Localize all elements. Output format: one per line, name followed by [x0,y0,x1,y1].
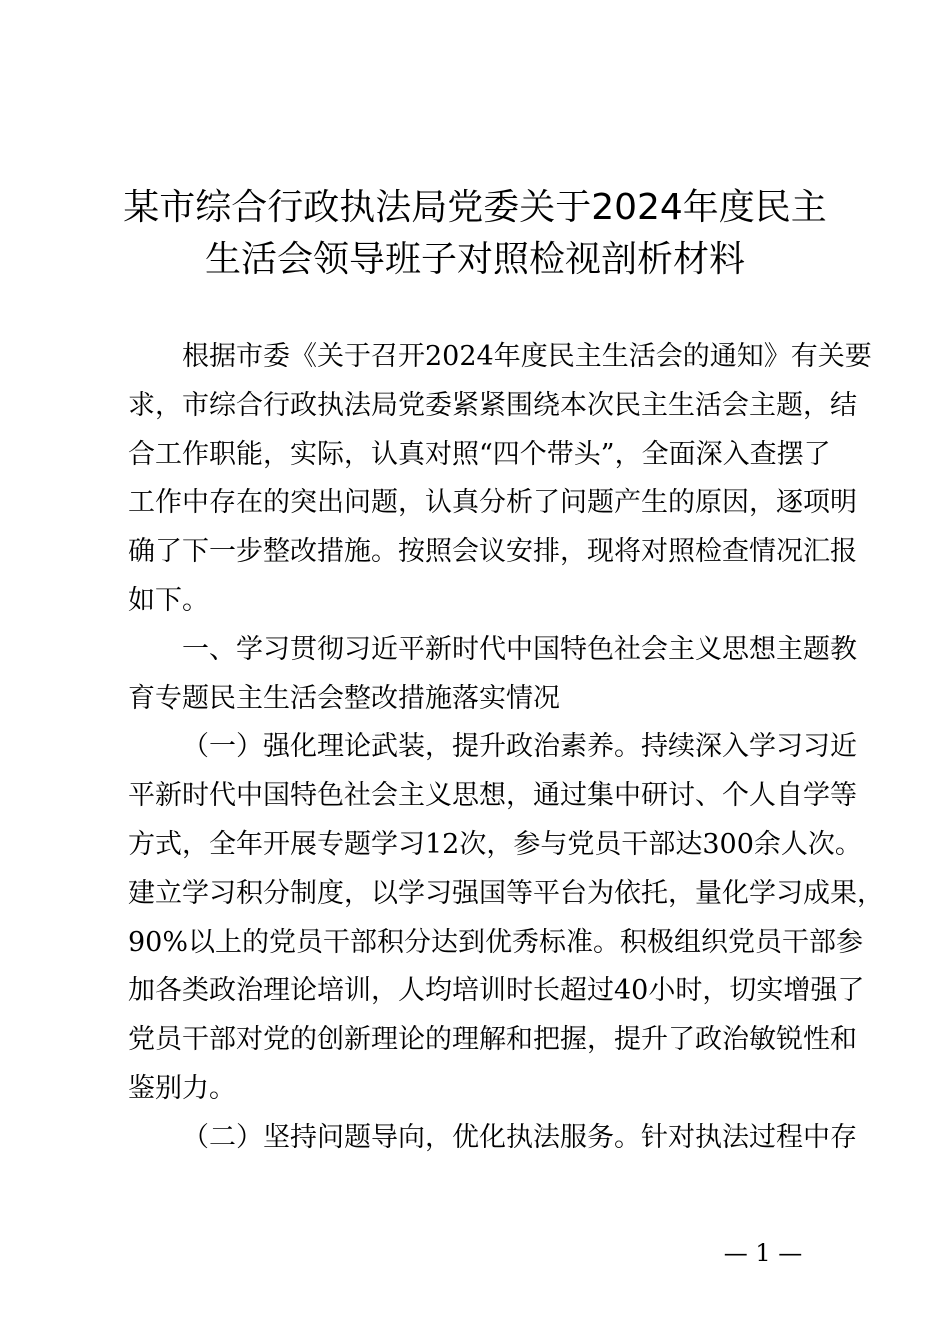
section-heading-line: 育专题民主生活会整改措施落实情况 [128,682,560,714]
document-title [80,182,870,286]
title-line-2: 生活会领导班子对照检视剖析材料 [204,239,745,280]
subsection-one-line: 方式，全年开展专题学习12次，参与党员干部达300余人次。 [128,828,862,860]
subsection-one-line: （一）强化理论武装，提升政治素养。持续深入学习习近 [182,731,857,763]
intro-line: 合工作职能，实际，认真对照“四个带头”，全面深入查摆了 [128,438,831,470]
subsection-one-line: 加各类政治理论培训，人均培训时长超过40小时，切实增强了 [128,975,865,1007]
subsection-two-line: （二）坚持问题导向，优化执法服务。针对执法过程中存 [182,1121,857,1153]
page-number: — 1 — [723,1239,803,1267]
intro-line: 求，市综合行政执法局党委紧紧围绕本次民主生活会主题，结 [128,389,857,421]
intro-line: 确了下一步整改措施。按照会议安排，现将对照检查情况汇报 [128,536,857,568]
document-body [128,333,884,1163]
intro-line: 根据市委《关于召开2024年度民主生活会的通知》有关要 [182,341,872,372]
subsection-one-line: 建立学习积分制度，以学习强国等平台为依托，量化学习成果， [128,877,884,909]
subsection-one-line: 鉴别力。 [128,1072,236,1104]
subsection-one-line: 党员干部对党的创新理论的理解和把握，提升了政治敏锐性和 [128,1024,857,1056]
intro-line: 工作中存在的突出问题，认真分析了问题产生的原因，逐项明 [128,487,857,519]
subsection-one-line: 90%以上的党员干部积分达到优秀标准。积极组织党员干部参 [128,926,864,958]
title-line-1: 某市综合行政执法局党委关于2024年度民主 [123,187,827,228]
intro-line: 如下。 [128,584,209,616]
subsection-one-line: 平新时代中国特色社会主义思想，通过集中研讨、个人自学等 [128,780,857,812]
section-heading-line: 一、学习贯彻习近平新时代中国特色社会主义思想主题教 [182,633,857,665]
